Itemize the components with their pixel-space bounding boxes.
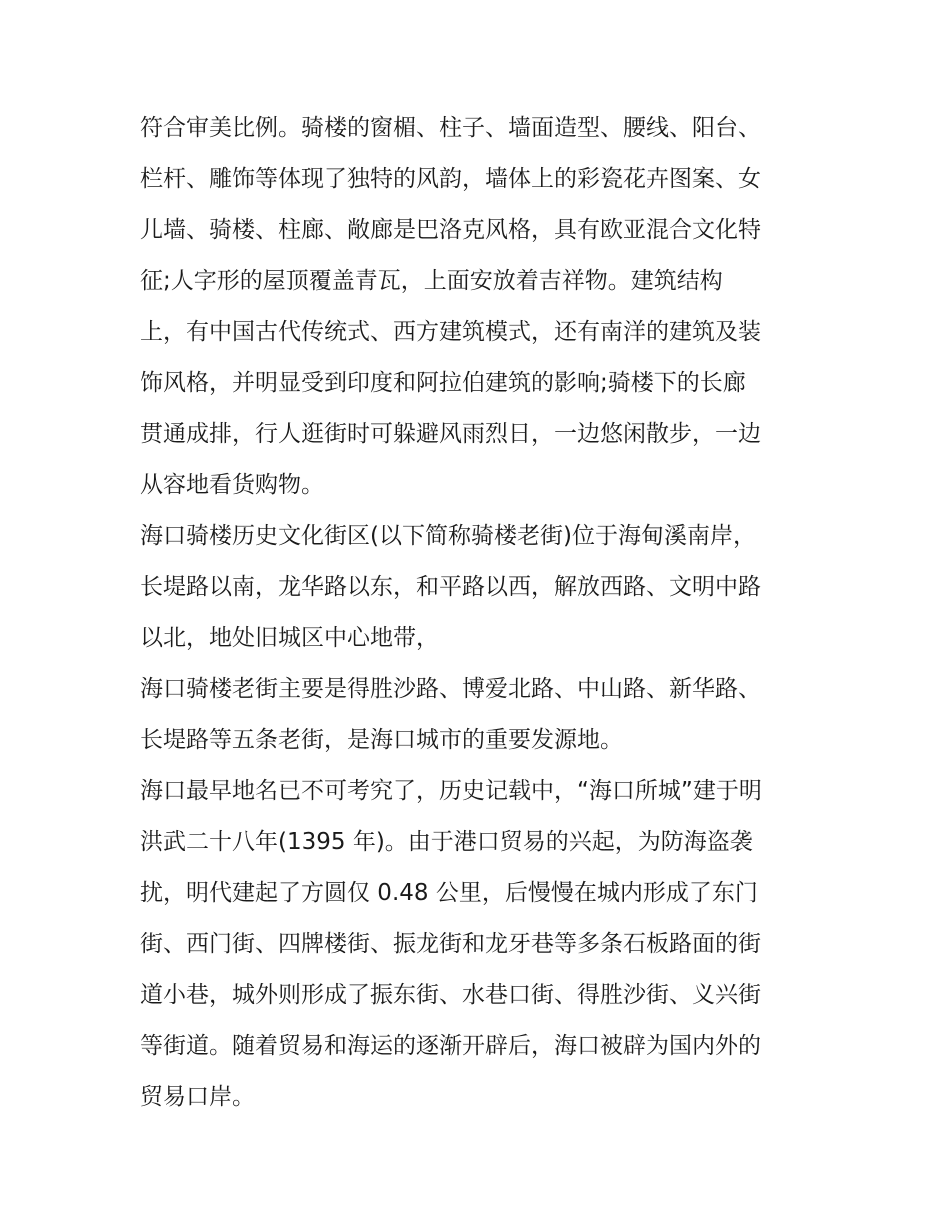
text-line: 贯通成排，行人逛街时可躲避风雨烈日，一边悠闲散步，一边: [140, 421, 761, 447]
text-line: 上，有中国古代传统式、西方建筑模式，还有南洋的建筑及装: [140, 319, 761, 345]
text-line: 等街道。随着贸易和海运的逐渐开辟后，海口被辟为国内外的: [140, 1033, 761, 1059]
text-line: 符合审美比例。骑楼的窗楣、柱子、墙面造型、腰线、阳台、: [140, 115, 761, 141]
text-line: 道小巷，城外则形成了振东街、水巷口街、得胜沙街、义兴街: [140, 982, 761, 1008]
text-line: 从容地看货购物。: [140, 472, 324, 498]
text-line: 征;人字形的屋顶覆盖青瓦，上面安放着吉祥物。建筑结构: [140, 268, 723, 294]
body-text: [140, 103, 820, 1123]
text-line: 海口最早地名已不可考究了，历史记载中，“海口所城”建于明: [140, 778, 762, 804]
text-line: 海口骑楼老街主要是得胜沙路、博爱北路、中山路、新华路、: [140, 676, 761, 702]
text-line: 以北，地处旧城区中心地带，: [140, 625, 439, 651]
text-line: 贸易口岸。: [140, 1084, 255, 1110]
text-line: 栏杆、雕饰等体现了独特的风韵，墙体上的彩瓷花卉图案、女: [140, 166, 761, 192]
text-line: 街、西门街、四牌楼街、振龙街和龙牙巷等多条石板路面的街: [140, 931, 761, 957]
text-line: 长堤路等五条老街，是海口城市的重要发源地。: [140, 727, 623, 753]
text-line: 长堤路以南，龙华路以东，和平路以西，解放西路、文明中路: [140, 574, 761, 600]
text-line: 海口骑楼历史文化街区(以下简称骑楼老街)位于海甸溪南岸，: [140, 523, 756, 549]
text-line: 饰风格，并明显受到印度和阿拉伯建筑的影响;骑楼下的长廊: [140, 370, 746, 396]
text-line: 洪武二十八年(1395 年)。由于港口贸易的兴起，为防海盗袭: [140, 829, 753, 855]
text-line: 儿墙、骑楼、柱廊、敞廊是巴洛克风格，具有欧亚混合文化特: [140, 217, 761, 243]
text-line: 扰，明代建起了方圆仅 0.48 公里，后慢慢在城内形成了东门: [140, 880, 758, 906]
